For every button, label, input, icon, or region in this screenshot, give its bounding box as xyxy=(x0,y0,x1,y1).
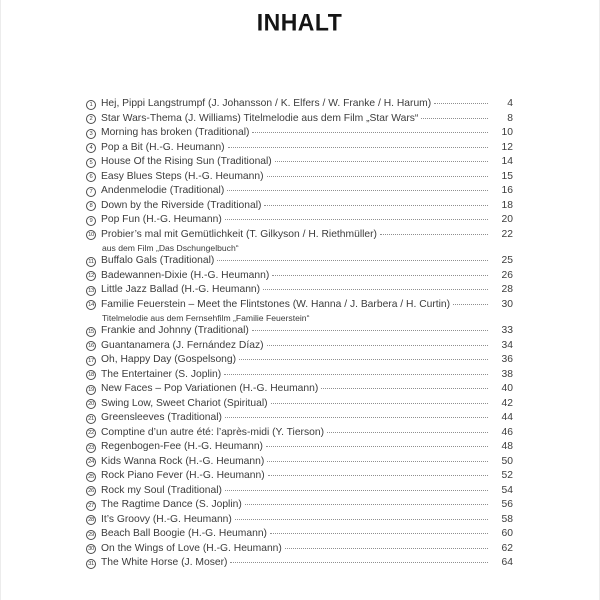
dot-leader xyxy=(224,374,488,375)
toc-entry xyxy=(86,456,513,471)
toc-entry-row xyxy=(86,412,513,427)
track-number-badge: 5 xyxy=(86,158,96,168)
toc-entry-row xyxy=(86,113,513,128)
entry-page-number: 26 xyxy=(501,269,513,281)
toc-entry-row xyxy=(86,171,513,186)
toc-entry-row xyxy=(86,214,513,229)
entry-title: Pop a Bit (H.-G. Heumann) xyxy=(101,141,225,153)
toc-entry xyxy=(86,499,513,514)
dot-leader xyxy=(453,304,488,305)
track-number-badge: 9 xyxy=(86,216,96,226)
entry-title: House Of the Rising Sun (Traditional) xyxy=(101,156,272,167)
entry-page-number: 56 xyxy=(501,499,513,510)
entry-title: Morning has broken (Traditional) xyxy=(101,127,250,138)
dot-leader xyxy=(285,548,488,549)
toc-entry xyxy=(86,557,513,572)
entry-page-number: 34 xyxy=(501,339,513,351)
entry-title: Little Jazz Ballad (H.-G. Heumann) xyxy=(101,284,261,295)
dot-leader xyxy=(263,289,488,290)
toc-entry-row xyxy=(86,427,513,442)
track-number-badge: 15 xyxy=(86,327,96,337)
dot-leader xyxy=(267,176,488,177)
track-number-badge: 31 xyxy=(86,559,96,569)
entry-title: Greensleeves (Traditional) xyxy=(101,412,222,423)
dot-leader xyxy=(227,190,488,191)
dot-leader xyxy=(245,504,488,505)
entry-title: Buffalo Gals (Traditional) xyxy=(101,255,215,266)
entry-title: New Faces – Pop Variationen (H.-G. Heumann) xyxy=(101,383,319,394)
entry-title: Comptine d’un autre été: l’après-midi (Y. Tierson) xyxy=(101,426,325,438)
toc-entry-row xyxy=(86,354,513,369)
toc-entry xyxy=(86,427,513,442)
entry-page-number: 16 xyxy=(501,185,513,196)
track-number-badge: 30 xyxy=(86,544,96,554)
toc-entry xyxy=(86,255,513,270)
track-number-badge: 26 xyxy=(86,486,96,496)
track-number-badge: 7 xyxy=(86,187,96,197)
entry-subtitle: Titelmelodie aus dem Fernsehfilm „Familie Feuerstein“ xyxy=(102,313,310,323)
entry-subtitle: aus dem Film „Das Dschungelbuch“ xyxy=(102,243,239,253)
dot-leader xyxy=(264,205,488,206)
toc-entry xyxy=(86,127,513,142)
entry-title: The Entertainer (S. Joplin) xyxy=(101,368,222,380)
entry-title: Kids Wanna Rock (H.-G. Heumann) xyxy=(101,455,265,467)
entry-title: Pop Fun (H.-G. Heumann) xyxy=(101,214,222,225)
toc-entry-row xyxy=(86,528,513,543)
dot-leader xyxy=(275,161,488,162)
toc-entry xyxy=(86,113,513,128)
track-number-badge: 8 xyxy=(86,201,96,211)
entry-title: Hej, Pippi Langstrumpf (J. Johansson / K. Elfers / W. Franke / H. Harum) xyxy=(101,98,432,109)
toc-entry xyxy=(86,98,513,113)
dot-leader xyxy=(230,562,488,563)
dot-leader xyxy=(225,490,488,491)
entry-page-number: 38 xyxy=(501,368,513,380)
entry-title: Guantanamera (J. Fernández Díaz) xyxy=(101,339,264,351)
dot-leader xyxy=(270,533,488,534)
toc-entry xyxy=(86,325,513,340)
track-number-badge: 27 xyxy=(86,501,96,511)
track-number-badge: 19 xyxy=(86,385,96,395)
dot-leader xyxy=(252,330,488,331)
track-number-badge: 12 xyxy=(86,271,96,281)
toc-entry xyxy=(86,340,513,355)
track-number-badge: 18 xyxy=(86,370,96,380)
dot-leader xyxy=(268,475,488,476)
entry-title: On the Wings of Love (H.-G. Heumann) xyxy=(101,542,282,554)
toc-entry-row xyxy=(86,325,513,340)
track-number-badge: 28 xyxy=(86,515,96,525)
entry-title: Rock my Soul (Traditional) xyxy=(101,484,222,496)
entry-page-number: 44 xyxy=(501,412,513,423)
entry-title: Rock Piano Fever (H.-G. Heumann) xyxy=(101,470,265,481)
toc-entry-row xyxy=(86,514,513,529)
toc-entry-row xyxy=(86,284,513,299)
toc-entry xyxy=(86,354,513,369)
entry-title: The Ragtime Dance (S. Joplin) xyxy=(101,499,242,510)
track-number-badge: 2 xyxy=(86,114,96,124)
toc-entry xyxy=(86,171,513,186)
dot-leader xyxy=(421,118,488,119)
track-number-badge: 3 xyxy=(86,129,96,139)
track-number-badge: 14 xyxy=(86,300,96,310)
toc-entry-row xyxy=(86,470,513,485)
toc-entry-row xyxy=(86,369,513,384)
toc-entry-row xyxy=(86,127,513,142)
toc-entry xyxy=(86,383,513,398)
entry-page-number: 48 xyxy=(501,441,513,452)
entry-title: Easy Blues Steps (H.-G. Heumann) xyxy=(101,170,264,182)
entry-page-number: 4 xyxy=(507,98,513,109)
entry-page-number: 50 xyxy=(501,455,513,467)
dot-leader xyxy=(228,147,488,148)
entry-title: Familie Feuerstein – Meet the Flintstones (W. Hanna / J. Barbera / H. Curtin) xyxy=(101,298,451,310)
dot-leader xyxy=(380,234,488,235)
track-number-badge: 4 xyxy=(86,143,96,153)
toc-entry-row xyxy=(86,340,513,355)
entry-page-number: 8 xyxy=(507,112,513,124)
entry-page-number: 30 xyxy=(501,298,513,310)
track-number-badge: 25 xyxy=(86,472,96,482)
entry-page-number: 62 xyxy=(501,542,513,554)
dot-leader xyxy=(272,275,488,276)
entry-title: Regenbogen-Fee (H.-G. Heumann) xyxy=(101,441,263,452)
dot-leader xyxy=(271,403,488,404)
toc-entry-row xyxy=(86,485,513,500)
track-number-badge: 20 xyxy=(86,399,96,409)
toc-entry-row xyxy=(86,156,513,171)
dot-leader xyxy=(235,519,488,520)
track-number-badge: 10 xyxy=(86,230,96,240)
entry-page-number: 52 xyxy=(501,470,513,481)
toc-entry xyxy=(86,299,513,326)
track-number-badge: 24 xyxy=(86,457,96,467)
entry-title: Andenmelodie (Traditional) xyxy=(101,185,225,196)
toc-entry-row xyxy=(86,398,513,413)
track-number-badge: 11 xyxy=(86,257,96,267)
toc-entry xyxy=(86,543,513,558)
track-number-badge: 13 xyxy=(86,286,96,296)
toc-entry-row xyxy=(86,142,513,157)
entry-page-number: 36 xyxy=(501,354,513,365)
track-number-badge: 29 xyxy=(86,530,96,540)
toc-entry xyxy=(86,156,513,171)
track-number-badge: 23 xyxy=(86,443,96,453)
entry-page-number: 60 xyxy=(501,528,513,539)
toc-entry-row xyxy=(86,229,513,244)
toc-entry xyxy=(86,270,513,285)
toc-entry xyxy=(86,284,513,299)
entry-title: Star Wars-Thema (J. Williams) Titelmelodie aus dem Film „Star Wars“ xyxy=(101,112,419,124)
entry-page-number: 10 xyxy=(501,127,513,138)
entry-page-number: 22 xyxy=(501,228,513,240)
toc-entry xyxy=(86,398,513,413)
dot-leader xyxy=(239,359,488,360)
toc-entry xyxy=(86,142,513,157)
track-number-badge: 17 xyxy=(86,356,96,366)
dot-leader xyxy=(267,461,488,462)
toc-entry-row xyxy=(86,499,513,514)
toc-entry xyxy=(86,229,513,256)
dot-leader xyxy=(267,345,488,346)
entry-title: It’s Groovy (H.-G. Heumann) xyxy=(101,513,232,525)
toc-entry xyxy=(86,412,513,427)
toc-list xyxy=(86,98,513,572)
entry-page-number: 28 xyxy=(501,284,513,295)
dot-leader xyxy=(217,260,488,261)
toc-entry-row xyxy=(86,441,513,456)
toc-entry-row xyxy=(86,270,513,285)
entry-page-number: 46 xyxy=(501,426,513,438)
entry-title: The White Horse (J. Moser) xyxy=(101,557,228,568)
entry-title: Beach Ball Boogie (H.-G. Heumann) xyxy=(101,528,267,539)
entry-page-number: 12 xyxy=(501,141,513,153)
toc-entry xyxy=(86,485,513,500)
dot-leader xyxy=(327,432,488,433)
toc-entry-row xyxy=(86,98,513,113)
entry-page-number: 54 xyxy=(501,484,513,496)
dot-leader xyxy=(225,417,488,418)
entry-title: Frankie and Johnny (Traditional) xyxy=(101,325,249,336)
entry-page-number: 20 xyxy=(501,214,513,225)
toc-entry-row xyxy=(86,543,513,558)
toc-entry-row xyxy=(86,383,513,398)
dot-leader xyxy=(321,388,488,389)
page-title: INHALT xyxy=(256,8,343,36)
track-number-badge: 1 xyxy=(86,100,96,110)
entry-title: Swing Low, Sweet Chariot (Spiritual) xyxy=(101,397,268,409)
entry-title: Badewannen-Dixie (H.-G. Heumann) xyxy=(101,269,270,281)
toc-entry xyxy=(86,441,513,456)
toc-entry xyxy=(86,514,513,529)
track-number-badge: 22 xyxy=(86,428,96,438)
track-number-badge: 6 xyxy=(86,172,96,182)
entry-page-number: 33 xyxy=(501,325,513,336)
toc-entry-row xyxy=(86,185,513,200)
track-number-badge: 21 xyxy=(86,414,96,424)
dot-leader xyxy=(266,446,488,447)
toc-entry-row xyxy=(86,456,513,471)
dot-leader xyxy=(252,132,488,133)
toc-entry xyxy=(86,369,513,384)
toc-entry xyxy=(86,200,513,215)
entry-title: Oh, Happy Day (Gospelsong) xyxy=(101,354,237,365)
toc-entry-row xyxy=(86,255,513,270)
track-number-badge: 16 xyxy=(86,341,96,351)
toc-entry xyxy=(86,470,513,485)
entry-page-number: 58 xyxy=(501,513,513,525)
toc-entry xyxy=(86,185,513,200)
entry-page-number: 40 xyxy=(501,383,513,394)
toc-entry xyxy=(86,214,513,229)
entry-page-number: 64 xyxy=(501,557,513,568)
dot-leader xyxy=(434,103,488,104)
entry-page-number: 14 xyxy=(501,156,513,167)
entry-page-number: 15 xyxy=(501,170,513,182)
entry-page-number: 42 xyxy=(501,397,513,409)
toc-entry xyxy=(86,528,513,543)
toc-entry-row xyxy=(86,299,513,314)
toc-entry-row xyxy=(86,200,513,215)
entry-page-number: 25 xyxy=(501,255,513,266)
entry-title: Probier’s mal mit Gemütlichkeit (T. Gilkyson / H. Riethmüller) xyxy=(101,228,377,240)
toc-entry-row xyxy=(86,557,513,572)
dot-leader xyxy=(225,219,488,220)
entry-page-number: 18 xyxy=(501,199,513,211)
entry-title: Down by the Riverside (Traditional) xyxy=(101,199,262,211)
